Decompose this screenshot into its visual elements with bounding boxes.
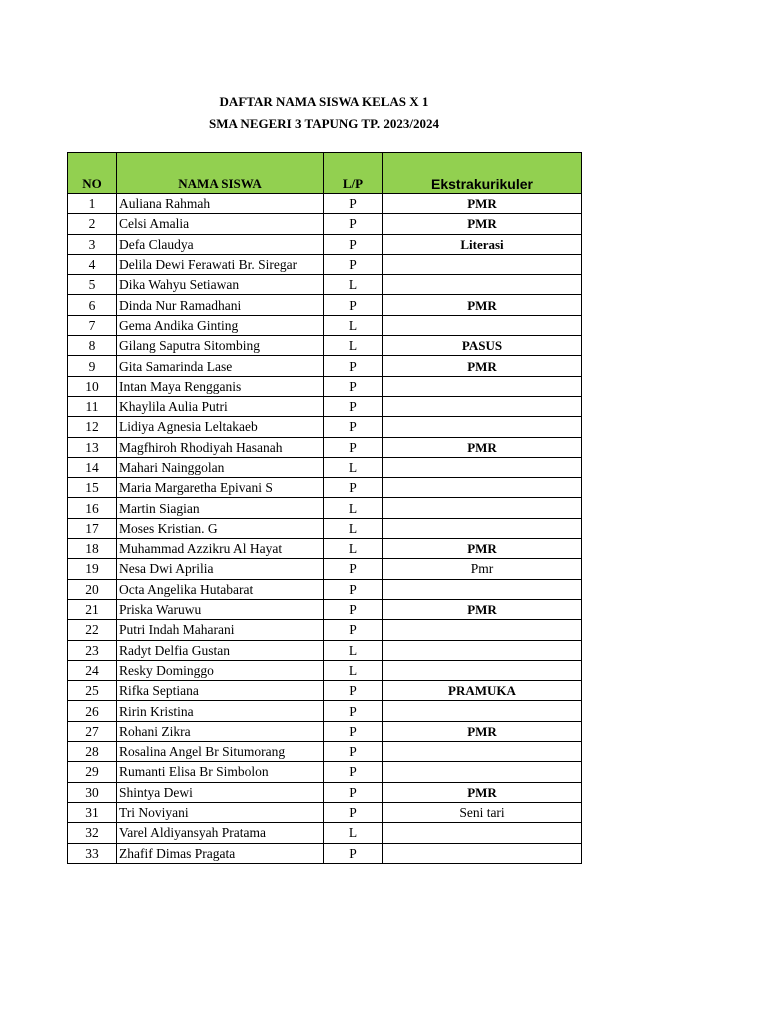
extracurricular-cell: PASUS [383, 336, 582, 356]
table-row [68, 802, 582, 822]
extracurricular-cell [383, 620, 582, 640]
row-number-cell: 23 [68, 640, 117, 660]
table-row [68, 579, 582, 599]
table-row [68, 681, 582, 701]
table-row [68, 214, 582, 234]
extracurricular-cell [383, 498, 582, 518]
extracurricular-cell [383, 579, 582, 599]
table-row [68, 275, 582, 295]
table-body [68, 194, 582, 864]
gender-cell: P [324, 356, 383, 376]
student-name-cell: Celsi Amalia [117, 214, 324, 234]
row-number-cell: 31 [68, 802, 117, 822]
table-row [68, 295, 582, 315]
table-row [68, 437, 582, 457]
row-number-cell: 11 [68, 396, 117, 416]
row-number-cell: 15 [68, 478, 117, 498]
student-name-cell: Ririn Kristina [117, 701, 324, 721]
gender-cell: L [324, 823, 383, 843]
gender-cell: P [324, 295, 383, 315]
table-row [68, 518, 582, 538]
table-row [68, 315, 582, 335]
row-number-cell: 8 [68, 336, 117, 356]
gender-cell: L [324, 640, 383, 660]
student-name-cell: Intan Maya Rengganis [117, 376, 324, 396]
table-row [68, 376, 582, 396]
student-name-cell: Octa Angelika Hutabarat [117, 579, 324, 599]
table-row [68, 457, 582, 477]
row-number-cell: 28 [68, 742, 117, 762]
row-number-cell: 19 [68, 559, 117, 579]
extracurricular-cell: PMR [383, 295, 582, 315]
row-number-cell: 3 [68, 234, 117, 254]
table-row [68, 620, 582, 640]
gender-cell: L [324, 457, 383, 477]
student-name-cell: Tri Noviyani [117, 802, 324, 822]
row-number-cell: 7 [68, 315, 117, 335]
student-name-cell: Gita Samarinda Lase [117, 356, 324, 376]
student-name-cell: Delila Dewi Ferawati Br. Siregar [117, 254, 324, 274]
row-number-cell: 10 [68, 376, 117, 396]
extracurricular-cell [383, 660, 582, 680]
row-number-cell: 4 [68, 254, 117, 274]
gender-cell: P [324, 478, 383, 498]
row-number-cell: 1 [68, 194, 117, 214]
row-number-cell: 27 [68, 721, 117, 741]
gender-cell: P [324, 742, 383, 762]
student-name-cell: Varel Aldiyansyah Pratama [117, 823, 324, 843]
student-name-cell: Muhammad Azzikru Al Hayat [117, 539, 324, 559]
gender-cell: L [324, 275, 383, 295]
row-number-cell: 12 [68, 417, 117, 437]
student-name-cell: Rifka Septiana [117, 681, 324, 701]
student-name-cell: Dika Wahyu Setiawan [117, 275, 324, 295]
row-number-cell: 5 [68, 275, 117, 295]
gender-cell: L [324, 518, 383, 538]
table-row [68, 336, 582, 356]
gender-cell: P [324, 234, 383, 254]
extracurricular-cell: PMR [383, 599, 582, 619]
extracurricular-cell: PMR [383, 721, 582, 741]
extracurricular-cell [383, 457, 582, 477]
gender-cell: P [324, 376, 383, 396]
student-name-cell: Lidiya Agnesia Leltakaeb [117, 417, 324, 437]
gender-cell: P [324, 254, 383, 274]
row-number-cell: 22 [68, 620, 117, 640]
student-name-cell: Khaylila Aulia Putri [117, 396, 324, 416]
student-name-cell: Rosalina Angel Br Situmorang [117, 742, 324, 762]
table-row [68, 782, 582, 802]
student-name-cell: Gilang Saputra Sitombing [117, 336, 324, 356]
extracurricular-cell [383, 396, 582, 416]
extracurricular-cell [383, 254, 582, 274]
extracurricular-cell: Seni tari [383, 802, 582, 822]
extracurricular-cell: PRAMUKA [383, 681, 582, 701]
extracurricular-cell [383, 417, 582, 437]
column-header-extracurricular: Ekstrakurikuler [383, 153, 582, 194]
student-roster-table [67, 152, 582, 864]
table-row [68, 417, 582, 437]
gender-cell: L [324, 315, 383, 335]
table-row [68, 762, 582, 782]
gender-cell: L [324, 498, 383, 518]
gender-cell: P [324, 417, 383, 437]
gender-cell: P [324, 559, 383, 579]
extracurricular-cell: Pmr [383, 559, 582, 579]
table-row [68, 234, 582, 254]
gender-cell: P [324, 194, 383, 214]
extracurricular-cell [383, 376, 582, 396]
row-number-cell: 6 [68, 295, 117, 315]
student-name-cell: Moses Kristian. G [117, 518, 324, 538]
row-number-cell: 16 [68, 498, 117, 518]
table-row [68, 599, 582, 619]
gender-cell: P [324, 620, 383, 640]
row-number-cell: 18 [68, 539, 117, 559]
row-number-cell: 32 [68, 823, 117, 843]
gender-cell: P [324, 843, 383, 863]
extracurricular-cell: PMR [383, 356, 582, 376]
gender-cell: P [324, 782, 383, 802]
row-number-cell: 13 [68, 437, 117, 457]
student-name-cell: Priska Waruwu [117, 599, 324, 619]
extracurricular-cell [383, 823, 582, 843]
gender-cell: P [324, 599, 383, 619]
gender-cell: P [324, 579, 383, 599]
table-row [68, 701, 582, 721]
table-row [68, 721, 582, 741]
row-number-cell: 24 [68, 660, 117, 680]
extracurricular-cell: PMR [383, 214, 582, 234]
student-name-cell: Defa Claudya [117, 234, 324, 254]
row-number-cell: 17 [68, 518, 117, 538]
extracurricular-cell [383, 843, 582, 863]
table-row [68, 254, 582, 274]
gender-cell: L [324, 336, 383, 356]
student-name-cell: Zhafif Dimas Pragata [117, 843, 324, 863]
table-row [68, 559, 582, 579]
extracurricular-cell [383, 478, 582, 498]
table-row [68, 539, 582, 559]
gender-cell: P [324, 802, 383, 822]
row-number-cell: 26 [68, 701, 117, 721]
student-name-cell: Gema Andika Ginting [117, 315, 324, 335]
table-row [68, 498, 582, 518]
student-name-cell: Maria Margaretha Epivani S [117, 478, 324, 498]
student-name-cell: Rohani Zikra [117, 721, 324, 741]
extracurricular-cell: PMR [383, 782, 582, 802]
student-name-cell: Dinda Nur Ramadhani [117, 295, 324, 315]
column-header-no: NO [68, 153, 117, 194]
gender-cell: P [324, 214, 383, 234]
gender-cell: L [324, 539, 383, 559]
row-number-cell: 25 [68, 681, 117, 701]
extracurricular-cell [383, 315, 582, 335]
gender-cell: P [324, 396, 383, 416]
table-row [68, 823, 582, 843]
row-number-cell: 2 [68, 214, 117, 234]
student-name-cell: Putri Indah Maharani [117, 620, 324, 640]
gender-cell: L [324, 660, 383, 680]
row-number-cell: 29 [68, 762, 117, 782]
table-row [68, 356, 582, 376]
gender-cell: P [324, 721, 383, 741]
column-header-name: NAMA SISWA [117, 153, 324, 194]
extracurricular-cell [383, 518, 582, 538]
table-row [68, 660, 582, 680]
student-name-cell: Resky Dominggo [117, 660, 324, 680]
student-name-cell: Magfhiroh Rhodiyah Hasanah [117, 437, 324, 457]
document-subtitle: SMA NEGERI 3 TAPUNG TP. 2023/2024 [209, 116, 439, 131]
extracurricular-cell [383, 742, 582, 762]
student-name-cell: Mahari Nainggolan [117, 457, 324, 477]
row-number-cell: 21 [68, 599, 117, 619]
gender-cell: P [324, 437, 383, 457]
row-number-cell: 20 [68, 579, 117, 599]
extracurricular-cell [383, 701, 582, 721]
student-name-cell: Auliana Rahmah [117, 194, 324, 214]
gender-cell: P [324, 701, 383, 721]
extracurricular-cell [383, 762, 582, 782]
table-row [68, 742, 582, 762]
table-row [68, 640, 582, 660]
student-name-cell: Radyt Delfia Gustan [117, 640, 324, 660]
table-row [68, 194, 582, 214]
gender-cell: P [324, 681, 383, 701]
table-header-row [68, 153, 582, 194]
extracurricular-cell: PMR [383, 539, 582, 559]
gender-cell: P [324, 762, 383, 782]
student-name-cell: Shintya Dewi [117, 782, 324, 802]
row-number-cell: 14 [68, 457, 117, 477]
table-row [68, 396, 582, 416]
student-name-cell: Martin Siagian [117, 498, 324, 518]
row-number-cell: 30 [68, 782, 117, 802]
student-name-cell: Nesa Dwi Aprilia [117, 559, 324, 579]
extracurricular-cell: Literasi [383, 234, 582, 254]
row-number-cell: 9 [68, 356, 117, 376]
extracurricular-cell: PMR [383, 437, 582, 457]
table-row [68, 478, 582, 498]
row-number-cell: 33 [68, 843, 117, 863]
extracurricular-cell: PMR [383, 194, 582, 214]
column-header-gender: L/P [324, 153, 383, 194]
document-title: DAFTAR NAMA SISWA KELAS X 1 [219, 94, 429, 109]
table-row [68, 843, 582, 863]
extracurricular-cell [383, 640, 582, 660]
student-name-cell: Rumanti Elisa Br Simbolon [117, 762, 324, 782]
extracurricular-cell [383, 275, 582, 295]
